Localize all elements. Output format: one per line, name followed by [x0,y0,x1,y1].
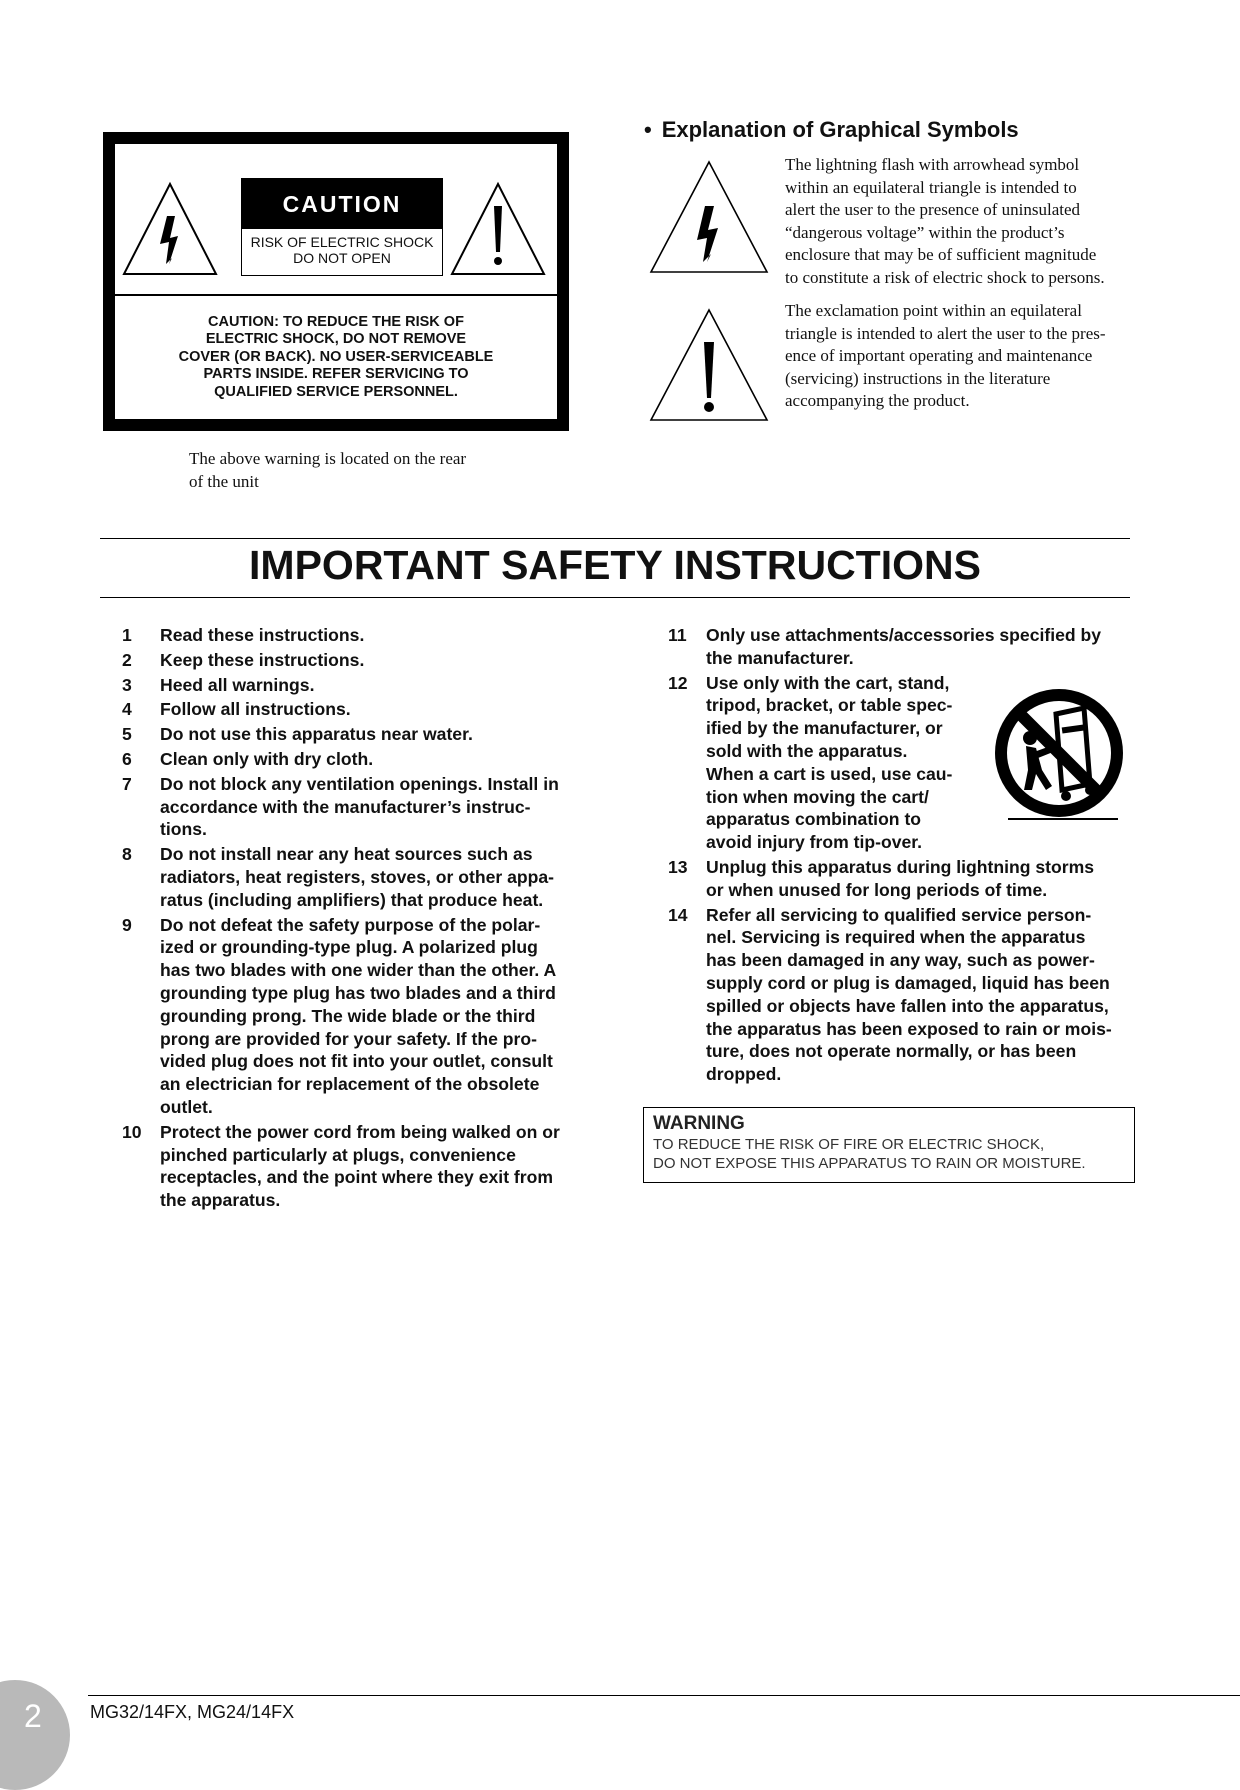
instruction-line: Do not defeat the safety purpose of the polar- [160,914,541,935]
instruction-number: 8 [122,844,132,865]
instruction-item [668,856,1138,902]
explanation-line: within an equilateral triangle is intended to [785,177,1077,197]
graphical-symbols-heading [644,117,1019,143]
rear-location-note [189,447,509,493]
instruction-line: nel. Servicing is required when the apparatus [706,927,1086,948]
caution-body-text [179,314,494,402]
instruction-text [160,723,592,746]
instructions-left-column [122,624,592,1214]
instruction-line: apparatus combination to [706,809,922,830]
instruction-text [160,649,592,672]
instruction-number: 2 [122,649,132,670]
instruction-item [122,843,592,911]
rear-note-line: The above warning is located on the rear [189,449,467,468]
caution-body-line: QUALIFIED SERVICE PERSONNEL. [214,383,458,400]
lightning-triangle-icon [647,158,771,276]
explanation-line: alert the user to the presence of uninsulated [785,200,1081,220]
instruction-text [160,748,592,771]
instruction-number: 9 [122,914,132,935]
instruction-line: prong are provided for your safety. If the pro- [160,1028,538,1049]
graphical-symbols-heading-text: Explanation of Graphical Symbols [661,117,1019,142]
instruction-line: avoid injury from tip-over. [706,832,923,853]
warning-line: DO NOT EXPOSE THIS APPARATUS TO RAIN OR MOISTURE. [653,1155,1086,1172]
instruction-number: 14 [668,904,688,925]
instruction-line: Heed all warnings. [160,674,315,695]
title-rule-top [100,538,1130,539]
instruction-line: Refer all servicing to qualified service person- [706,904,1092,925]
instruction-line: ture, does not operate normally, or has been [706,1041,1077,1062]
instruction-line: the apparatus. [160,1190,281,1211]
model-name: MG32/14FX, MG24/14FX [90,1702,295,1722]
caution-body-line: PARTS INSIDE. REFER SERVICING TO [203,366,469,383]
title-rule-bottom [100,597,1130,598]
instruction-line: When a cart is used, use cau- [706,763,953,784]
instruction-line: dropped. [706,1064,782,1085]
instruction-item [122,748,592,771]
rear-note-line: of the unit [189,472,259,491]
caution-badge [241,178,443,276]
exclamation-warning-icon [448,178,548,278]
instruction-line: ized or grounding-type plug. A polarized plug [160,937,538,958]
footer-rule [88,1695,1240,1696]
explanation-line: to constitute a risk of electric shock to persons. [785,267,1105,287]
instruction-line: the apparatus has been exposed to rain or mois- [706,1018,1112,1039]
instruction-text [160,1121,592,1212]
caution-body-line: CAUTION: TO REDUCE THE RISK OF [208,313,464,330]
instruction-item [122,698,592,721]
instruction-line: Read these instructions. [160,625,365,645]
instruction-number: 1 [122,625,132,645]
page-title: IMPORTANT SAFETY INSTRUCTIONS [249,542,981,588]
caution-subtitle-line: RISK OF ELECTRIC SHOCK [250,234,434,250]
instruction-line: spilled or objects have fallen into the apparatus, [706,995,1109,1016]
instruction-line: sold with the apparatus. [706,740,908,761]
instruction-item [122,773,592,841]
instruction-line: or when unused for long periods of time. [706,879,1048,900]
instruction-line: pinched particularly at plugs, convenience [160,1144,516,1165]
warning-title: WARNING [653,1113,745,1134]
explanation-line: (servicing) instructions in the literature [785,368,1051,388]
lightning-symbol-explanation [785,154,1145,290]
instruction-number: 5 [122,724,132,745]
instruction-number: 7 [122,773,132,794]
instruction-text [706,904,1138,1086]
caution-label-top [115,144,557,294]
instruction-line: Do not block any ventilation openings. Install in [160,773,559,794]
instruction-item [122,914,592,1119]
explanation-line: triangle is intended to alert the user to the pres- [785,323,1106,343]
instruction-item [122,674,592,697]
instruction-line: Protect the power cord from being walked on or [160,1121,560,1142]
instruction-number: 12 [668,672,688,693]
instruction-line: outlet. [160,1096,213,1117]
page-number: 2 [24,1698,42,1734]
bullet-icon: • [644,117,652,142]
instruction-line: receptacles, and the point where they exit from [160,1167,554,1188]
instruction-line: Do not use this apparatus near water. [160,724,473,745]
instruction-number: 3 [122,674,132,695]
instruction-line: Follow all instructions. [160,699,351,720]
instruction-line: Keep these instructions. [160,649,365,670]
instruction-line: Do not install near any heat sources such as [160,844,533,865]
instruction-text [160,624,592,647]
instruction-line: an electrician for replacement of the obsolete [160,1074,540,1095]
instruction-number: 4 [122,699,132,720]
instruction-line: Only use attachments/accessories specified by [706,625,1102,645]
caution-body-line: COVER (OR BACK). NO USER-SERVICEABLE [178,348,494,365]
explanation-line: ence of important operating and maintenance [785,346,1093,366]
instruction-line: accordance with the manufacturer’s instruc- [160,796,531,817]
instruction-text [706,624,1138,670]
instruction-number: 6 [122,748,132,769]
explanation-line: The exclamation point within an equilateral [785,301,1082,320]
lightning-warning-icon [120,178,220,278]
instruction-text [160,773,592,841]
warning-line: TO REDUCE THE RISK OF FIRE OR ELECTRIC SHOCK, [653,1136,1045,1153]
caution-label [103,132,569,431]
instruction-item [122,624,592,647]
instruction-text [160,914,592,1119]
explanation-line: enclosure that may be of sufficient magnitude [785,245,1097,265]
explanation-line: “dangerous voltage” within the product’s [785,222,1065,242]
instruction-text [160,843,592,911]
instruction-text [160,698,592,721]
instruction-line: vided plug does not fit into your outlet, consult [160,1051,553,1072]
warning-text [653,1135,1125,1173]
instruction-line: supply cord or plug is damaged, liquid has been [706,972,1110,993]
explanation-line: accompanying the product. [785,391,970,411]
instruction-line: tion when moving the cart/ [706,786,929,807]
caution-label-body [115,296,557,419]
exclamation-symbol-explanation [785,300,1145,413]
caution-subtitle-line: DO NOT OPEN [293,250,391,266]
instruction-line: radiators, heat registers, stoves, or other appa- [160,866,555,887]
instruction-line: ratus (including amplifiers) that produce heat. [160,889,544,910]
instruction-number: 10 [122,1121,142,1142]
instruction-text [160,674,592,697]
instruction-line: grounding type plug has two blades and a third [160,982,556,1003]
caution-title: CAUTION [242,179,442,229]
warning-box [643,1107,1135,1183]
instruction-item [122,1121,592,1212]
instruction-number: 13 [668,856,688,877]
explanation-line: The lightning flash with arrowhead symbol [785,155,1080,174]
page-number-tab [0,1680,70,1790]
caution-subtitle [242,229,442,266]
exclamation-triangle-icon [647,306,771,424]
instruction-line: Clean only with dry cloth. [160,748,374,769]
cart-warning-icon [990,686,1128,824]
instruction-line: tions. [160,819,207,840]
instruction-line: Unplug this apparatus during lightning storms [706,856,1095,877]
instruction-line: the manufacturer. [706,647,854,668]
instruction-item [122,723,592,746]
instruction-line: grounding prong. The wide blade or the third [160,1005,536,1026]
instruction-line: tripod, bracket, or table spec- [706,695,953,716]
instruction-text [706,856,1138,902]
instruction-item [668,624,1138,670]
caution-body-line: ELECTRIC SHOCK, DO NOT REMOVE [205,331,467,348]
instruction-line: Use only with the cart, stand, [706,672,950,693]
instruction-line: has two blades with one wider than the other. A [160,960,557,981]
instruction-item [668,904,1138,1086]
instruction-number: 11 [668,625,687,645]
instruction-line: has been damaged in any way, such as power- [706,950,1095,971]
instruction-line: ified by the manufacturer, or [706,718,943,739]
instruction-item [122,649,592,672]
